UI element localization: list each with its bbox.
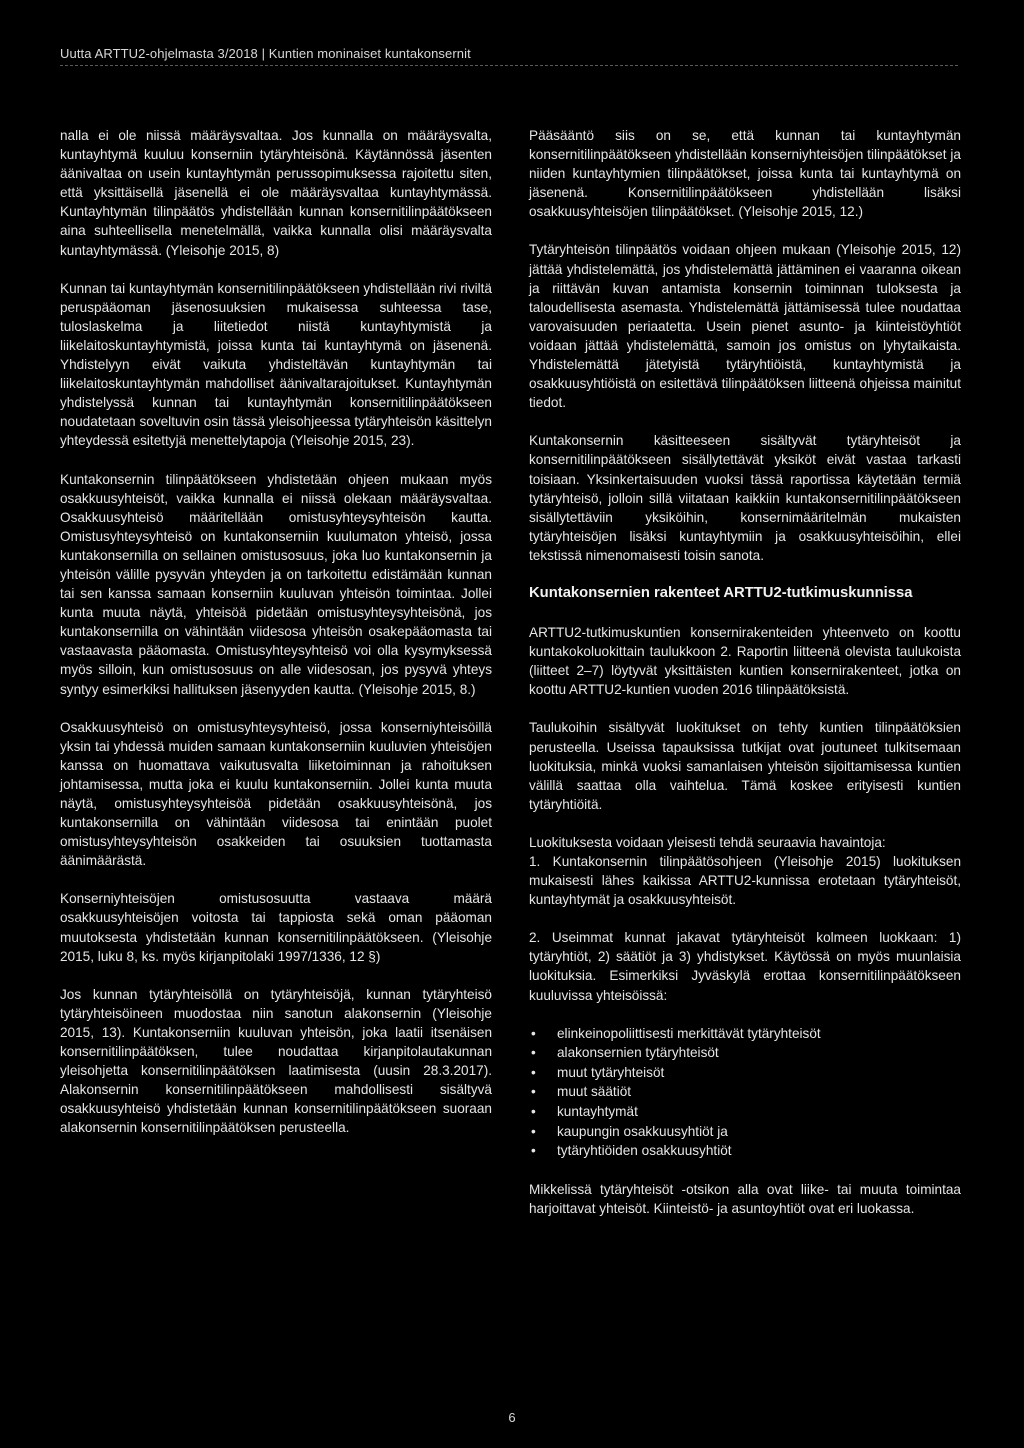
observations-list <box>529 852 961 1005</box>
body-paragraph: Osakkuusyhteisö on omistusyhteysyhteisö, jossa konserniyhteisöillä yksin tai yhdessä muiden samaan kuntakonserniin kuuluvien yhteisöjen kanssa on huomattava vaikutusvalta liiketoiminnan ja rahoituksen johtamisessa, mutta joka ei kuulu kuntakonserniin. Jollei kunta muuta näytä, omistusyhteysyhteisöä pidetään osakkuusyhteisönä, jos kuntakonsernilla on vähintään viidesosa tai enintään puolet omistusyhteysyhteisön osakkeiden tai osuuksien tuottamasta äänimäärästä. <box>60 719 492 869</box>
body-paragraph: ARTTU2-tutkimuskuntien konsernirakenteiden yhteenveto on koottu kuntakokoluokittain taulukkoon 2. Raportin liitteenä olevista taulukoista (liitteet 2–7) löytyvät yksittäisten kuntien konsernirakenteet, jotka on koottu ARTTU2-kuntien vuoden 2016 tilinpäätöksistä. <box>529 625 961 698</box>
right-column <box>529 126 961 1237</box>
observation-item: 2. Useimmat kunnat jakavat tytäryhteisöt kolmeen luokkaan: 1) tytäryhtiöt, 2) säätiöt ja 3) yhdistykset. Käytössä on myös muunlaisia luokituksia. Esimerkiksi Jyväskylä erottaa konsernitilinpäätökseen kuuluvissa yhteisöissä: <box>529 930 961 1003</box>
left-column <box>60 126 492 1157</box>
body-paragraph: Kuntakonsernin käsitteeseen sisältyvät tytäryhteisöt ja konsernitilinpäätökseen sisällytettävät yksiköt eivät vastaa tarkasti toisiaan. Yksinkertaisuuden vuoksi tässä raportissa käytetään termiä tytäryhteisö, jolloin sillä viitataan kaikkiin kuntakonsernitilinpäätökseen sisällytettäviin yksiköihin, konsernimääritelmän mukaisten tytäryhteisöjen lisäksi kuntayhtymiin ja osakkuusyhteisöihin, ellei tekstissä nimenomaisesti toisin sanota. <box>529 433 961 563</box>
body-paragraph: Pääsääntö siis on se, että kunnan tai kuntayhtymän konsernitilinpäätökseen yhdistellään konserniyhteisöjen tilinpäätökset ja niiden kuntayhtymien tilinpäätökset, joissa kunta tai kuntayhtymä on jäsenenä. Konsernitilinpäätökseen yhdistellään lisäksi osakkuusyhteisöjen tilinpäätökset. (Yleisohje 2015, 12.) <box>529 128 961 220</box>
bullet-item: • muut säätiöt <box>529 1082 961 1102</box>
body-paragraph: Konserniyhteisöjen omistusosuutta vastaava määrä osakkuusyhteisöjen voitosta tai tappiosta sekä oman pääoman muutoksesta yhdistetään kunnan konsernitilinpäätökseen. (Yleisohje 2015, luku 8, ks. myös kirjanpitolaki 1997/1336, 12 §) <box>60 891 492 964</box>
bullet-item: • kuntayhtymät <box>529 1102 961 1122</box>
body-paragraph: Kuntakonsernin tilinpäätökseen yhdistetään ohjeen mukaan myös osakkuusyhteisöt, vaikka kunnalla ei niissä olekaan määräysvaltaa. Osakkuusyhteisö määritellään omistusyhteysyhteisön kautta. Omistusyhteysyhteisö on kuntakonserniin kuulumaton yhteisö, jossa kuntakonsernilla on sellainen omistusosuus, joka luo kuntakonsernin ja yhteisön välille pysyvän yhteyden ja on tarkoitettu edistämään kunnan tai sen kanssa samaan konserniin kuuluvan yhteisön toimintaa. Jollei kunta muuta näytä, yhteisöä pidetään omistusyhteysyhteisönä, jos kuntakonsernilla on vähintään viidesosa yhteisön osakepääomasta tai vastaavasta pääomasta. Omistusyhteysyhteisö voi olla kysymyksessä myös silloin, kun omistusosuus on alle viidesosan, jos pysyvä yhteys syntyy esimerkiksi hallituksen jäsenyyden kautta. (Yleisohje 2015, 8.) <box>60 471 492 697</box>
bullet-item: • tytäryhtiöiden osakkuusyhtiöt <box>529 1141 961 1161</box>
body-paragraph: Kunnan tai kuntayhtymän konsernitilinpäätökseen yhdistellään rivi riviltä peruspääoman jäsenosuuksien mukaisessa suhteessa tase, tuloslaskelma ja liitetiedot niistä kuntayhtymistä ja liikelaitoskuntayhtymistä, joissa kunta tai kuntayhtymä on jäsenenä. Yhdistelyyn eivät vaikuta yhdisteltävän kuntayhtymän tai liikelaitoskuntayhtymän mahdolliset äänivaltarajoitukset. Kuntayhtymän yhdistelyssä kunnan tai kuntayhtymän konsernitilinpäätökseen noudatetaan soveltuvin osin tässä yleisohjeessa tytäryhteisön käsittelyn yhteydessä esitettyjä menettelytapoja (Yleisohje 2015, 23). <box>60 280 492 449</box>
bullet-item: • muut tytäryhteisöt <box>529 1063 961 1083</box>
bullet-item: • alakonsernien tytäryhteisöt <box>529 1043 961 1063</box>
body-paragraph: Taulukoihin sisältyvät luokitukset on tehty kuntien tilinpäätöksien perusteella. Useissa tapauksissa tutkijat ovat joutuneet tulkitsemaan luokituksia, minkä vuoksi samanlaisen yhteisön sijoittamisessa kuntien välillä saattaa olla vaihtelua. Tämä koskee erityisesti kuntien tytäryhtiöitä. <box>529 720 961 812</box>
body-paragraph: Tytäryhteisön tilinpäätös voidaan ohjeen mukaan (Yleisohje 2015, 12) jättää yhdistelemättä, jos yhdistelemättä jättäminen ei vaaranna oikean ja riittävän kuvan antamista konsernin toiminnan tuloksesta ja taloudellisesta asemasta. Yhdistelemättä jättämisessä tulee noudattaa varovaisuuden periaatetta. Usein pienet asunto- ja kiinteistöyhtiöt voidaan jättää yhdistelemättä, samoin jos omistus on lyhytaikaista. Yhdistelemättä jätetyistä tytäryhtiöistä, kuntayhtymistä ja osakkuusyhtiöistä on esitettävä tilinpäätöksen liitteenä ohjeissa mainitut tiedot. <box>529 242 961 411</box>
header-divider <box>60 65 958 66</box>
body-paragraph: nalla ei ole niissä määräysvaltaa. Jos kunnalla on määräysvalta, kuntayhtymä kuuluu konserniin tytäryhteisönä. Käytännössä jäsenten äänivaltaa on usein kuntayhtymän perussopimuksessa rajoitettu siten, että yksittäisellä jäsenellä ei ole määräysvaltaa kuntayhtymässä. Kuntayhtymän tilinpäätös yhdistellään kunnan konsernitilinpäätökseen aina suhteellisella menetelmällä, vaikka kunnalla olisi määräysvalta kuntayhtymässä. (Yleisohje 2015, 8) <box>60 128 492 258</box>
body-paragraph: Mikkelissä tytäryhteisöt -otsikon alla ovat liike- tai muuta toimintaa harjoittavat yhteisöt. Kiinteistö- ja asuntoyhtiöt ovat eri luokassa. <box>529 1181 961 1216</box>
bullet-item: • kaupungin osakkuusyhtiöt ja <box>529 1122 961 1142</box>
running-header: Uutta ARTTU2-ohjelmasta 3/2018 | Kuntien moninaiset kuntakonsernit <box>60 46 471 61</box>
body-paragraph: Jos kunnan tytäryhteisöllä on tytäryhteisöjä, kunnan tytäryhteisö tytäryhteisöineen muodostaa niin sanotun alakonsernin (Yleisohje 2015, 13). Kuntakonserniin kuuluvan yhteisön, joka laatii itsenäisen konsernitilinpäätöksen, tulee noudattaa kirjanpitolautakunnan yleisohjetta konsernitilinpäätöksen laatimisesta (uusin 28.3.2017). Alakonsernin konsernitilinpäätökseen mahdollisesti sisältyvä osakkuusyhteisö yhdistetään kunnan konsernitilinpäätökseen suoraan alakonsernin konsernitilinpäätöksen perusteella. <box>60 986 492 1136</box>
observations-intro: Luokituksesta voidaan yleisesti tehdä seuraavia havaintoja: <box>529 834 886 850</box>
bullet-item: • elinkeinopoliittisesti merkittävät tytäryhteisöt <box>529 1024 961 1044</box>
section-heading: Kuntakonsernien rakenteet ARTTU2-tutkimuskunnissa <box>529 584 913 601</box>
page-number: 6 <box>508 1410 516 1425</box>
observation-item: 1. Kuntakonsernin tilinpäätösohjeen (Yleisohje 2015) luokituksen mukaisesti lähes kaikissa ARTTU2-kunnissa erotetaan tytäryhteisöt, kuntayhtymät ja osakkuusyhteisöt. <box>529 854 961 908</box>
category-bullet-list <box>529 1024 961 1161</box>
